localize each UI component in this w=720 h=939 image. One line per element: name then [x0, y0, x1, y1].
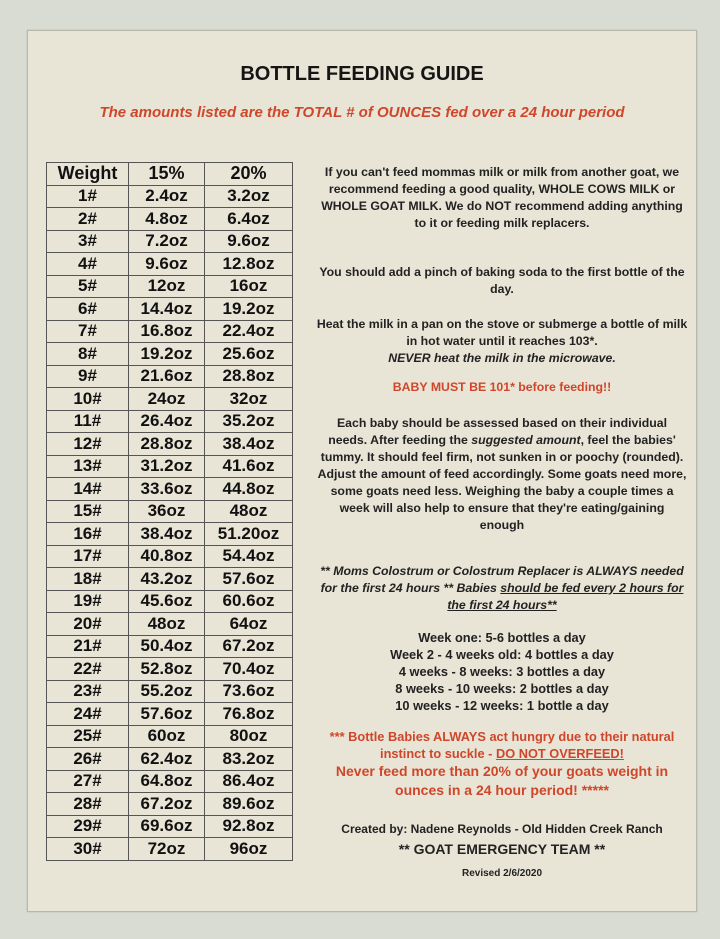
twenty-percent-cell: 73.6oz: [205, 680, 293, 703]
whole-goat-milk: WHOLE GOAT MILK: [321, 199, 439, 213]
table-row: [47, 815, 293, 838]
fifteen-percent-cell: 36oz: [129, 500, 205, 523]
weight-cell: 5#: [47, 275, 129, 298]
header-weight: Weight: [47, 163, 129, 186]
assess-text-c: , feel the babies' tummy. It should feel firm, not sunken in or poochy (rounded). Adjust the amount of feed accordingly. Some goats need more, some goats need less. Weighing the baby a couple times a week will also help to ensure that they're eating/gaining enough: [317, 433, 687, 532]
overfeed-warning: [316, 728, 688, 800]
whole-cows-milk: WHOLE COWS MILK: [538, 182, 660, 196]
table-row: [47, 838, 293, 861]
table-row: [47, 545, 293, 568]
weight-cell: 19#: [47, 590, 129, 613]
table-row: [47, 568, 293, 591]
table-row: [47, 343, 293, 366]
fifteen-percent-cell: 21.6oz: [129, 365, 205, 388]
table-row: [47, 500, 293, 523]
baking-soda-note: You should add a pinch of baking soda to the first bottle of the day.: [319, 265, 685, 296]
weight-cell: 22#: [47, 658, 129, 681]
weight-cell: 16#: [47, 523, 129, 546]
assess-text-a: Each baby should be assessed based on their individual needs. After feeding the: [328, 416, 668, 447]
fifteen-percent-cell: 38.4oz: [129, 523, 205, 546]
twenty-percent-cell: 67.2oz: [205, 635, 293, 658]
twenty-percent-cell: 64oz: [205, 613, 293, 636]
schedule-line: Week one: 5-6 bottles a day: [418, 630, 586, 645]
weight-cell: 23#: [47, 680, 129, 703]
weight-cell: 27#: [47, 770, 129, 793]
table-row: [47, 523, 293, 546]
table-header-row: [47, 163, 293, 186]
fifteen-percent-cell: 55.2oz: [129, 680, 205, 703]
twenty-percent-cell: 44.8oz: [205, 478, 293, 501]
fifteen-percent-cell: 14.4oz: [129, 298, 205, 321]
weight-cell: 20#: [47, 613, 129, 636]
fifteen-percent-cell: 57.6oz: [129, 703, 205, 726]
fifteen-percent-cell: 9.6oz: [129, 253, 205, 276]
fifteen-percent-cell: 26.4oz: [129, 410, 205, 433]
fifteen-percent-cell: 7.2oz: [129, 230, 205, 253]
team-name: ** GOAT EMERGENCY TEAM **: [398, 841, 606, 857]
fifteen-percent-cell: 19.2oz: [129, 343, 205, 366]
table-row: [47, 748, 293, 771]
table-row: [47, 635, 293, 658]
page-subtitle: The amounts listed are the TOTAL # of OUNCES fed over a 24 hour period: [99, 104, 625, 121]
weight-cell: 11#: [47, 410, 129, 433]
weight-cell: 17#: [47, 545, 129, 568]
table-body: [47, 185, 293, 860]
twenty-percent-cell: 6.4oz: [205, 208, 293, 231]
heating-text: Heat the milk in a pan on the stove or submerge a bottle of milk in hot water until it reaches 103*.: [316, 317, 688, 348]
table-row: [47, 365, 293, 388]
twenty-percent-cell: 12.8oz: [205, 253, 293, 276]
twenty-percent-cell: 76.8oz: [205, 703, 293, 726]
fifteen-percent-cell: 72oz: [129, 838, 205, 861]
fifteen-percent-cell: 16.8oz: [129, 320, 205, 343]
twenty-percent-cell: 48oz: [205, 500, 293, 523]
weight-cell: 15#: [47, 500, 129, 523]
weight-cell: 10#: [47, 388, 129, 411]
twenty-percent-cell: 60.6oz: [205, 590, 293, 613]
milk-recommendation: [316, 164, 688, 232]
twenty-percent-cell: 57.6oz: [205, 568, 293, 591]
weight-cell: 12#: [47, 433, 129, 456]
twenty-percent-cell: 80oz: [205, 725, 293, 748]
weight-cell: 29#: [47, 815, 129, 838]
fifteen-percent-cell: 33.6oz: [129, 478, 205, 501]
fifteen-percent-cell: 40.8oz: [129, 545, 205, 568]
twenty-percent-cell: 70.4oz: [205, 658, 293, 681]
table-row: [47, 230, 293, 253]
fifteen-percent-cell: 2.4oz: [129, 185, 205, 208]
milk-text-e: . We do NOT recommend adding anything to it or feeding milk replacers.: [414, 199, 683, 230]
fifteen-percent-cell: 24oz: [129, 388, 205, 411]
twenty-percent-cell: 54.4oz: [205, 545, 293, 568]
table-row: [47, 770, 293, 793]
table-row: [47, 613, 293, 636]
header-15-percent: 15%: [129, 163, 205, 186]
weight-cell: 3#: [47, 230, 129, 253]
schedule-line: 4 weeks - 8 weeks: 3 bottles a day: [398, 664, 606, 679]
table-row: [47, 703, 293, 726]
assessment-note: [316, 415, 688, 534]
weight-cell: 6#: [47, 298, 129, 321]
feeding-table: [46, 162, 293, 861]
weight-cell: 13#: [47, 455, 129, 478]
twenty-percent-cell: 41.6oz: [205, 455, 293, 478]
table-row: [47, 478, 293, 501]
hungry-note: *** Bottle Babies ALWAYS act hungry due to their natural instinct to suckle -: [329, 729, 675, 761]
fifteen-percent-cell: 60oz: [129, 725, 205, 748]
colostrum-note: [316, 563, 688, 614]
weight-cell: 26#: [47, 748, 129, 771]
do-not-overfeed: DO NOT OVERFEED!: [495, 746, 624, 761]
weight-cell: 1#: [47, 185, 129, 208]
microwave-warning: NEVER heat the milk in the microwave.: [388, 351, 616, 365]
fifteen-percent-cell: 12oz: [129, 275, 205, 298]
guide-sheet: [27, 30, 697, 912]
bottle-schedule: [316, 629, 688, 714]
max-percent-note: Never feed more than 20% of your goats weight in ounces in a 24 hour period! *****: [335, 763, 669, 798]
heating-instructions: [316, 316, 688, 367]
table-row: [47, 388, 293, 411]
fifteen-percent-cell: 62.4oz: [129, 748, 205, 771]
fifteen-percent-cell: 64.8oz: [129, 770, 205, 793]
weight-cell: 25#: [47, 725, 129, 748]
fifteen-percent-cell: 45.6oz: [129, 590, 205, 613]
weight-cell: 4#: [47, 253, 129, 276]
weight-cell: 9#: [47, 365, 129, 388]
fifteen-percent-cell: 4.8oz: [129, 208, 205, 231]
fifteen-percent-cell: 50.4oz: [129, 635, 205, 658]
weight-cell: 14#: [47, 478, 129, 501]
twenty-percent-cell: 9.6oz: [205, 230, 293, 253]
twenty-percent-cell: 96oz: [205, 838, 293, 861]
feeding-interval-note: should be fed every 2 hours for the first 24 hours**: [447, 581, 684, 612]
weight-cell: 2#: [47, 208, 129, 231]
schedule-line: 8 weeks - 10 weeks: 2 bottles a day: [395, 681, 609, 696]
weight-cell: 18#: [47, 568, 129, 591]
fifteen-percent-cell: 48oz: [129, 613, 205, 636]
milk-text-a: If you can't feed mommas milk or milk from another goat, we recommend feeding a good quality,: [324, 165, 680, 196]
table-row: [47, 185, 293, 208]
milk-text-c: or: [659, 182, 676, 196]
twenty-percent-cell: 32oz: [205, 388, 293, 411]
twenty-percent-cell: 25.6oz: [205, 343, 293, 366]
twenty-percent-cell: 86.4oz: [205, 770, 293, 793]
suggested-amount: suggested amount: [471, 433, 581, 447]
header-20-percent: 20%: [205, 163, 293, 186]
table-row: [47, 253, 293, 276]
table-row: [47, 410, 293, 433]
table-row: [47, 320, 293, 343]
fifteen-percent-cell: 28.8oz: [129, 433, 205, 456]
fifteen-percent-cell: 31.2oz: [129, 455, 205, 478]
table-row: [47, 658, 293, 681]
table-row: [47, 455, 293, 478]
fifteen-percent-cell: 67.2oz: [129, 793, 205, 816]
fifteen-percent-cell: 43.2oz: [129, 568, 205, 591]
twenty-percent-cell: 38.4oz: [205, 433, 293, 456]
twenty-percent-cell: 19.2oz: [205, 298, 293, 321]
table-row: [47, 275, 293, 298]
schedule-line: Week 2 - 4 weeks old: 4 bottles a day: [390, 647, 614, 662]
twenty-percent-cell: 89.6oz: [205, 793, 293, 816]
twenty-percent-cell: 3.2oz: [205, 185, 293, 208]
fifteen-percent-cell: 69.6oz: [129, 815, 205, 838]
weight-cell: 8#: [47, 343, 129, 366]
revised-date: Revised 2/6/2020: [461, 868, 543, 879]
table-row: [47, 680, 293, 703]
temperature-warning: BABY MUST BE 101* before feeding!!: [392, 380, 612, 394]
weight-cell: 30#: [47, 838, 129, 861]
fifteen-percent-cell: 52.8oz: [129, 658, 205, 681]
table-row: [47, 590, 293, 613]
twenty-percent-cell: 92.8oz: [205, 815, 293, 838]
weight-cell: 7#: [47, 320, 129, 343]
schedule-line: 10 weeks - 12 weeks: 1 bottle a day: [395, 698, 609, 713]
colostrum-text: ** Moms Colostrum or Colostrum Replacer is ALWAYS needed for the first 24 hours ** Babies: [320, 564, 684, 595]
page-title: BOTTLE FEEDING GUIDE: [240, 63, 484, 85]
created-by: Created by: Nadene Reynolds - Old Hidden Creek Ranch: [341, 822, 663, 836]
twenty-percent-cell: 16oz: [205, 275, 293, 298]
table-row: [47, 433, 293, 456]
table-row: [47, 298, 293, 321]
twenty-percent-cell: 22.4oz: [205, 320, 293, 343]
twenty-percent-cell: 28.8oz: [205, 365, 293, 388]
twenty-percent-cell: 35.2oz: [205, 410, 293, 433]
table-row: [47, 793, 293, 816]
table-row: [47, 208, 293, 231]
weight-cell: 21#: [47, 635, 129, 658]
weight-cell: 24#: [47, 703, 129, 726]
table-row: [47, 725, 293, 748]
twenty-percent-cell: 51.20oz: [205, 523, 293, 546]
weight-cell: 28#: [47, 793, 129, 816]
twenty-percent-cell: 83.2oz: [205, 748, 293, 771]
